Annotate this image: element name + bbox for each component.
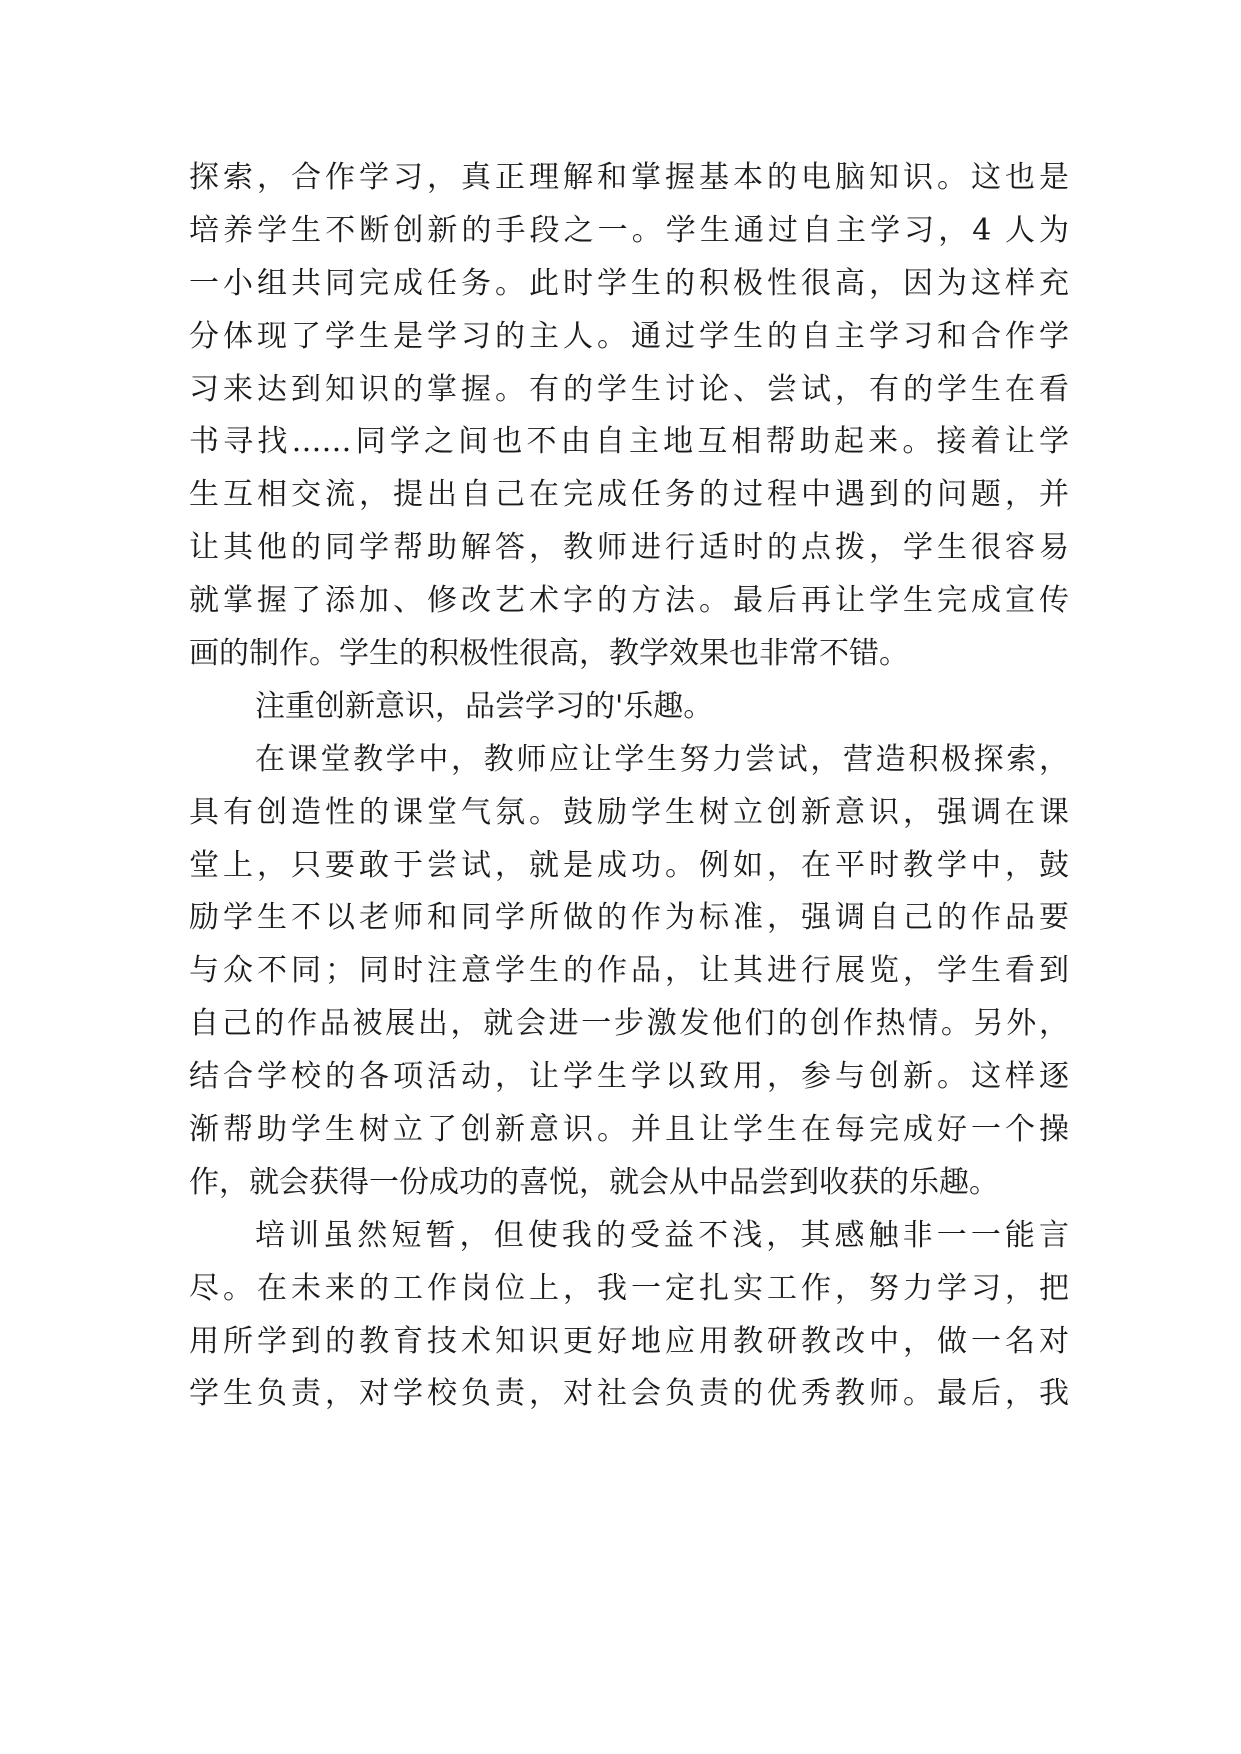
text-line: 注重创新意识，品尝学习的'乐趣。: [255, 688, 714, 724]
text-line: 结合学校的各项活动，让学生学以致用，参与创新。这样逐: [189, 1059, 1069, 1095]
text-line: 在课堂教学中，教师应让学生努力尝试，营造积极探索，: [255, 741, 1069, 777]
text-line: 就掌握了添加、修改艺术字的方法。最后再让学生完成宣传: [189, 583, 1069, 619]
text-line: 用所学到的教育技术知识更好地应用教研教改中，做一名对: [189, 1323, 1069, 1359]
body-text: [189, 152, 1069, 1421]
text-line: 生互相交流，提出自己在完成任务的过程中遇到的问题，并: [189, 477, 1069, 513]
text-line: 书寻找……同学之间也不由自主地互相帮助起来。接着让学: [189, 424, 1069, 460]
text-line: 学生负责，对学校负责，对社会负责的优秀教师。最后，我: [189, 1376, 1069, 1412]
text-line: 分体现了学生是学习的主人。通过学生的自主学习和合作学: [189, 318, 1069, 354]
text-line: 自己的作品被展出，就会进一步激发他们的创作热情。另外，: [189, 1006, 1069, 1042]
text-line: 培训虽然短暂，但使我的受益不浅，其感触非一一能言: [255, 1217, 1069, 1253]
text-line: 让其他的同学帮助解答，教师进行适时的点拨，学生很容易: [189, 530, 1069, 566]
text-line: 习来达到知识的掌握。有的学生讨论、尝试，有的学生在看: [189, 371, 1069, 407]
text-line: 渐帮助学生树立了创新意识。并且让学生在每完成好一个操: [189, 1112, 1069, 1148]
text-line: 堂上，只要敢于尝试，就是成功。例如，在平时教学中，鼓: [189, 847, 1069, 883]
text-line: 与众不同；同时注意学生的作品，让其进行展览，学生看到: [189, 953, 1069, 989]
text-line: 画的制作。学生的积极性很高，教学效果也非常不错。: [189, 636, 909, 672]
text-line: 尽。在未来的工作岗位上，我一定扎实工作，努力学习，把: [189, 1270, 1069, 1306]
text-line: 具有创造性的课堂气氛。鼓励学生树立创新意识，强调在课: [189, 794, 1069, 830]
text-line: 一小组共同完成任务。此时学生的积极性很高，因为这样充: [189, 265, 1069, 301]
text-line: 探索，合作学习，真正理解和掌握基本的电脑知识。这也是: [189, 160, 1069, 195]
text-line: 培养学生不断创新的手段之一。学生通过自主学习，4 人为: [189, 212, 1069, 248]
text-line: 作，就会获得一份成功的喜悦，就会从中品尝到收获的乐趣。: [189, 1164, 999, 1200]
text-line: 励学生不以老师和同学所做的作为标准，强调自己的作品要: [189, 900, 1069, 936]
